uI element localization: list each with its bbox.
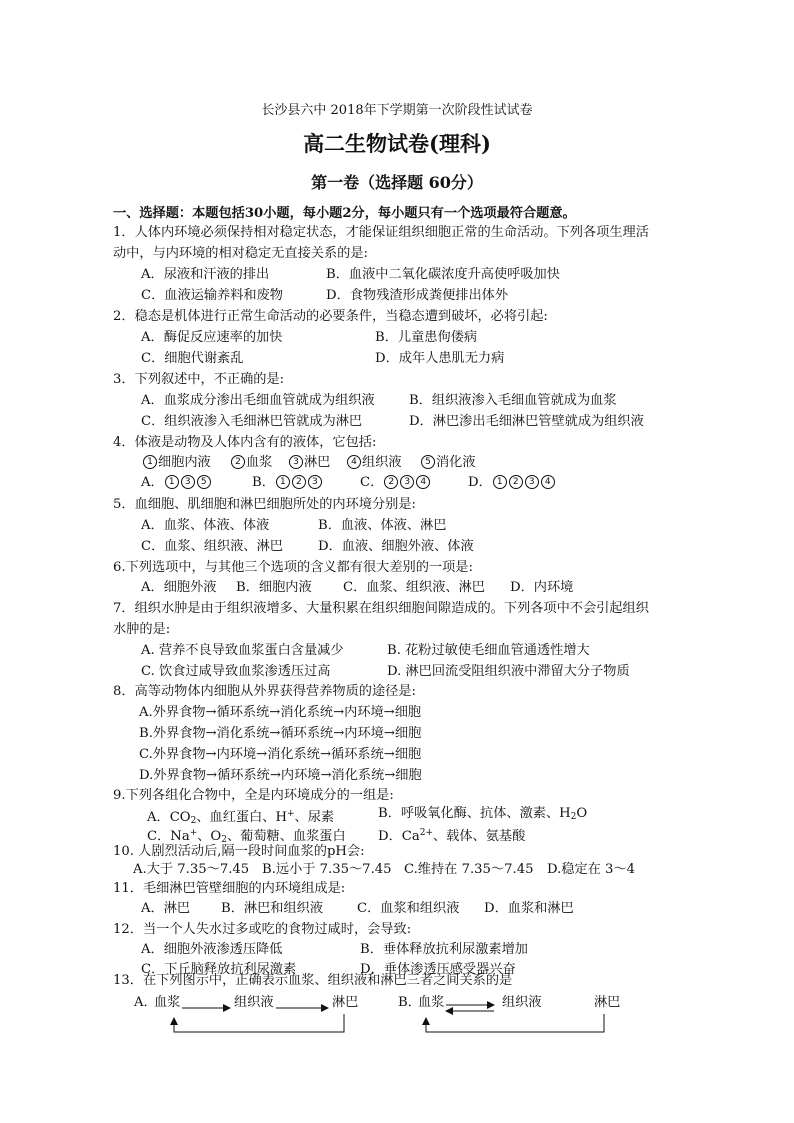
- q8-stem: 8．高等动物体内细胞从外界获得营养物质的途径是:: [113, 684, 416, 699]
- q13-relationship-diagrams: [130, 990, 630, 1045]
- q5-option-c: C．血浆、组织液、淋巴: [141, 539, 283, 554]
- q11-stem: 11．毛细淋巴管壁细胞的内环境组成是:: [113, 881, 346, 896]
- q7-option-a: A. 营养不良导致血浆蛋白含量减少: [141, 643, 344, 658]
- q12-stem: 12．当一个人失水过多或吃的食物过咸时，会导致:: [113, 922, 412, 937]
- q8-option-c: C.外界食物→内环境→消化系统→循环系统→细胞: [139, 747, 422, 762]
- q12-option-c: C．下丘脑释放抗利尿激素: [141, 962, 297, 977]
- q2-stem: 2．稳态是机体进行正常生命活动的必要条件，当稳态遭到破坏，必将引起:: [113, 309, 548, 324]
- q1-option-d: D．食物残渣形成粪便排出体外: [326, 288, 509, 303]
- q6-option-b: B．细胞内液: [236, 580, 312, 595]
- q11-option-c: C．血浆和组织液: [357, 901, 460, 916]
- q7-stem-line1: 7．组织水肿是由于组织液增多、大量积累在组织细胞间隙造成的。下列各项中不会引起组织: [113, 601, 649, 616]
- q13-b-plasma: 血浆: [418, 995, 445, 1010]
- q8-option-a: A.外界食物→循环系统→消化系统→内环境→细胞: [139, 705, 422, 720]
- q13-b-lymph: 淋巴: [594, 995, 621, 1010]
- q1-option-b: B．血液中二氧化碳浓度升高使呼吸加快: [326, 267, 560, 282]
- q11-option-d: D．血浆和淋巴: [484, 901, 574, 916]
- q5-option-b: B．血液、体液、淋巴: [318, 518, 447, 533]
- q9-option-d: D．$Ca^{2+}$、载体、氨基酸: [378, 828, 526, 844]
- q4-option-d: D． 1 2 3 4: [468, 474, 556, 492]
- q13-stem: 13．在下列图示中，正确表示血浆、组织液和淋巴三者之间关系的是: [113, 973, 513, 988]
- q13-a-lymph: 淋巴: [332, 995, 359, 1010]
- q4-item-4: 4 组织液: [346, 454, 402, 472]
- part-heading: 第一卷（选择题 60分）: [311, 173, 483, 192]
- q12-option-d: D．垂体渗透压感受器兴奋: [360, 962, 516, 977]
- q6-stem: 6.下列选项中，与其他三个选项的含义都有很大差别的一项是:: [113, 560, 473, 575]
- q2-option-a: A．酶促反应速率的加快: [141, 330, 283, 345]
- q1-option-a: A．尿液和汗液的排出: [141, 267, 270, 282]
- q1-option-c: C．血液运输养料和废物: [141, 288, 283, 303]
- q13-a-letter: A．: [134, 995, 157, 1010]
- q4-item-3: 3 淋巴: [288, 454, 330, 472]
- q7-option-b: B. 花粉过敏使毛细血管通透性增大: [387, 643, 590, 658]
- q1-stem-line1: 1．人体内环境必须保持相对稳定状态，才能保证组织细胞正常的生命活动。下列各项生理活: [113, 225, 649, 240]
- q9-stem: 9.下列各组化合物中，全是内环境成分的一组是:: [113, 788, 394, 803]
- q1-stem-line2: 动中，与内环境的相对稳定无直接关系的是:: [113, 246, 369, 261]
- q7-stem-line2: 水肿的是:: [113, 622, 171, 637]
- q3-option-c: C．组织液渗入毛细淋巴管就成为淋巴: [141, 414, 363, 429]
- q3-option-a: A．血浆成分渗出毛细血管就成为组织液: [141, 393, 375, 408]
- q4-item-2: 2 血浆: [230, 454, 272, 472]
- q9-option-b: B．呼吸氧化酶、抗体、激素、$H_2O$: [378, 806, 588, 822]
- q10-option-d: D.稳定在 3～4: [547, 862, 636, 877]
- q3-stem: 3．下列叙述中，不正确的是:: [113, 372, 285, 387]
- q6-option-d: D．内环境: [510, 580, 574, 595]
- q13-a-return-path: [174, 1014, 344, 1032]
- q4-option-c: C． 2 3 4: [360, 474, 431, 492]
- q13-b-return-path: [426, 1014, 604, 1032]
- q4-option-a: A． 1 3 5: [141, 474, 212, 492]
- q5-option-a: A．血浆、体液、体液: [141, 518, 270, 533]
- q13-b-tissue: 组织液: [502, 995, 542, 1010]
- q11-option-b: B．淋巴和组织液: [221, 901, 324, 916]
- q7-option-d: D. 淋巴回流受阻组织液中滞留大分子物质: [387, 664, 630, 679]
- q5-stem: 5．血细胞、肌细胞和淋巴细胞所处的内环境分别是:: [113, 497, 416, 512]
- q11-option-a: A．淋巴: [141, 901, 191, 916]
- q8-option-d: D.外界食物→循环系统→内环境→消化系统→细胞: [139, 768, 422, 783]
- q5-option-d: D．血液、细胞外液、体液: [318, 539, 474, 554]
- q12-option-a: A．细胞外液渗透压降低: [141, 942, 283, 957]
- q4-item-1: 1 细胞内液: [142, 454, 211, 472]
- q7-option-c: C. 饮食过咸导致血浆渗透压过高: [141, 664, 331, 679]
- q3-option-b: B．组织液渗入毛细血管就成为血浆: [409, 393, 617, 408]
- q4-stem: 4．体液是动物及人体内含有的液体，它包括:: [113, 435, 377, 450]
- q4-option-b: B． 1 2 3: [252, 474, 323, 492]
- q3-option-d: D．淋巴渗出毛细淋巴管壁就成为组织液: [409, 414, 644, 429]
- exam-subtitle: 长沙县六中 2018年下学期第一次阶段性试试卷: [261, 103, 533, 118]
- q10-option-a: A.大于 7.35～7.45: [133, 862, 250, 877]
- q8-option-b: B.外界食物→消化系统→循环系统→内环境→细胞: [139, 726, 422, 741]
- q6-option-c: C．血浆、组织液、淋巴: [343, 580, 485, 595]
- q9-option-c: C．Na+、$O_2$、葡萄糖、血浆蛋白: [147, 828, 346, 845]
- section-heading: 一、选择题：本题包括30小题，每小题2分，每小题只有一个选项最符合题意。: [113, 206, 576, 221]
- q13-b-letter: B．: [398, 995, 421, 1010]
- q4-item-5: 5 消化液: [420, 454, 476, 472]
- exam-title: 高二生物试卷(理科): [303, 131, 491, 156]
- q13-a-tissue: 组织液: [234, 995, 274, 1010]
- q13-a-plasma: 血浆: [154, 995, 181, 1010]
- q10-stem: 10. 人剧烈活动后,隔一段时间血浆的pH会:: [113, 844, 365, 859]
- q9-option-a: A．$CO_2$、血红蛋白、H+、尿素: [147, 809, 335, 826]
- q12-option-b: B．垂体释放抗利尿激素增加: [360, 942, 528, 957]
- q2-option-b: B．儿童患佝偻病: [375, 330, 478, 345]
- q2-option-c: C．细胞代谢紊乱: [141, 351, 244, 366]
- q10-option-c: C.维持在 7.35～7.45: [404, 862, 534, 877]
- q2-option-d: D．成年人患肌无力病: [375, 351, 505, 366]
- q6-option-a: A．细胞外液: [141, 580, 217, 595]
- q10-option-b: B.远小于 7.35～7.45: [262, 862, 392, 877]
